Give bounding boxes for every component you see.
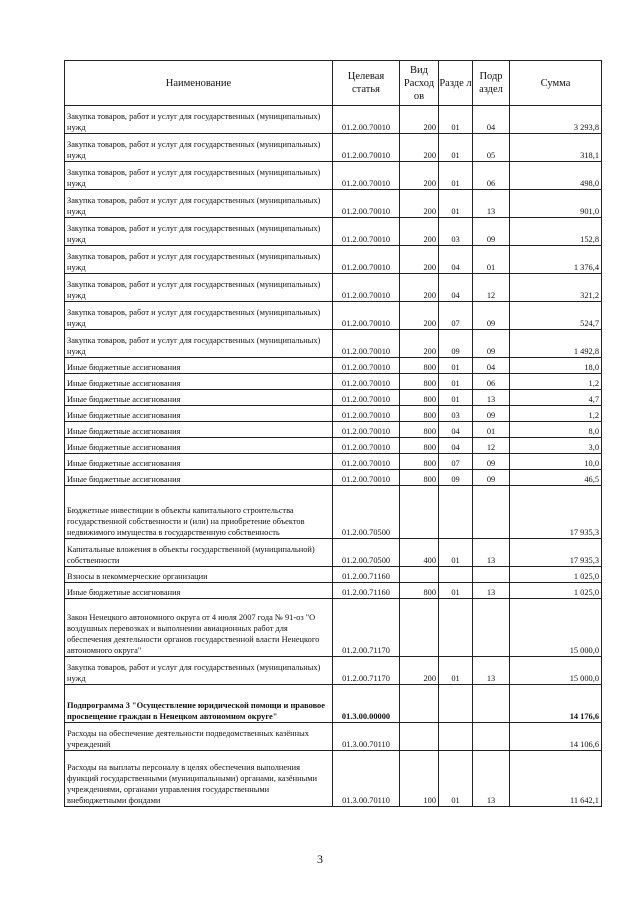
cell-expense-kind: 200 (400, 657, 439, 685)
cell-sum: 17 935,3 (510, 486, 602, 539)
cell-section (439, 599, 473, 657)
cell-section: 01 (439, 162, 473, 190)
cell-subsection (473, 599, 510, 657)
cell-expense-kind: 400 (400, 539, 439, 567)
cell-target-article: 01.2.00.70010 (333, 454, 400, 470)
cell-subsection: 06 (473, 162, 510, 190)
cell-name: Бюджетные инвестиции в объекты капитального строительства государственной собственности и (или) на приобретение объектов недвижимого имущества в государственную собственность (65, 486, 333, 539)
cell-subsection: 01 (473, 246, 510, 274)
cell-expense-kind: 200 (400, 134, 439, 162)
cell-name: Капитальные вложения в объекты государственной (муниципальной) собственности (65, 539, 333, 567)
cell-section: 09 (439, 330, 473, 358)
cell-sum: 152,8 (510, 218, 602, 246)
cell-section (439, 567, 473, 583)
cell-subsection: 01 (473, 422, 510, 438)
cell-subsection: 13 (473, 190, 510, 218)
cell-expense-kind: 100 (400, 751, 439, 807)
cell-sum: 4,7 (510, 390, 602, 406)
cell-sum: 318,1 (510, 134, 602, 162)
cell-sum: 3,0 (510, 438, 602, 454)
cell-subsection: 12 (473, 438, 510, 454)
cell-target-article: 01.2.00.70010 (333, 274, 400, 302)
table-row (65, 358, 602, 374)
cell-name: Иные бюджетные ассигнования (65, 374, 333, 390)
cell-sum: 14 106,6 (510, 723, 602, 751)
table-row (65, 470, 602, 486)
cell-subsection: 09 (473, 406, 510, 422)
cell-section: 01 (439, 106, 473, 134)
cell-target-article: 01.2.00.70010 (333, 374, 400, 390)
cell-expense-kind: 200 (400, 330, 439, 358)
cell-sum: 18,0 (510, 358, 602, 374)
cell-subsection: 09 (473, 330, 510, 358)
cell-sum: 3 293,8 (510, 106, 602, 134)
cell-name: Иные бюджетные ассигнования (65, 583, 333, 599)
cell-target-article: 01.2.00.71170 (333, 657, 400, 685)
table-row (65, 406, 602, 422)
cell-name: Закупка товаров, работ и услуг для государственных (муниципальных) нужд (65, 330, 333, 358)
table-row (65, 246, 602, 274)
cell-expense-kind (400, 685, 439, 723)
cell-subsection: 13 (473, 751, 510, 807)
cell-section: 01 (439, 374, 473, 390)
cell-expense-kind: 200 (400, 218, 439, 246)
cell-expense-kind: 800 (400, 390, 439, 406)
cell-section (439, 685, 473, 723)
cell-section: 09 (439, 470, 473, 486)
cell-target-article: 01.2.00.70010 (333, 246, 400, 274)
cell-name: Иные бюджетные ассигнования (65, 438, 333, 454)
cell-expense-kind: 800 (400, 583, 439, 599)
cell-sum: 1 376,4 (510, 246, 602, 274)
cell-sum: 17 935,3 (510, 539, 602, 567)
cell-sum: 14 176,6 (510, 685, 602, 723)
cell-subsection: 13 (473, 657, 510, 685)
cell-subsection: 13 (473, 390, 510, 406)
budget-table (64, 60, 602, 807)
header-target-article: Целевая статья (333, 61, 400, 106)
cell-subsection: 06 (473, 374, 510, 390)
cell-target-article: 01.2.00.70010 (333, 190, 400, 218)
cell-target-article: 01.2.00.70010 (333, 406, 400, 422)
cell-subsection (473, 567, 510, 583)
cell-name: Иные бюджетные ассигнования (65, 390, 333, 406)
cell-sum: 15 000,0 (510, 599, 602, 657)
header-section: Разде л (439, 61, 473, 106)
cell-subsection: 05 (473, 134, 510, 162)
cell-name: Иные бюджетные ассигнования (65, 422, 333, 438)
cell-target-article: 01.2.00.70500 (333, 486, 400, 539)
cell-section (439, 723, 473, 751)
cell-expense-kind: 800 (400, 470, 439, 486)
cell-sum: 1,2 (510, 374, 602, 390)
cell-sum: 15 000,0 (510, 657, 602, 685)
cell-section: 03 (439, 406, 473, 422)
cell-target-article: 01.2.00.70010 (333, 330, 400, 358)
table-row (65, 374, 602, 390)
cell-subsection: 12 (473, 274, 510, 302)
cell-expense-kind: 200 (400, 106, 439, 134)
cell-sum: 524,7 (510, 302, 602, 330)
cell-name: Закупка товаров, работ и услуг для государственных (муниципальных) нужд (65, 218, 333, 246)
cell-section: 04 (439, 438, 473, 454)
cell-subsection: 09 (473, 470, 510, 486)
cell-name: Взносы в некоммерческие организации (65, 567, 333, 583)
table-row (65, 190, 602, 218)
cell-target-article: 01.3.00.70110 (333, 751, 400, 807)
cell-expense-kind: 200 (400, 162, 439, 190)
cell-section: 01 (439, 657, 473, 685)
table-row (65, 438, 602, 454)
cell-expense-kind: 800 (400, 374, 439, 390)
cell-name: Закупка товаров, работ и услуг для государственных (муниципальных) нужд (65, 246, 333, 274)
table-row (65, 218, 602, 246)
cell-section: 04 (439, 246, 473, 274)
cell-name: Закупка товаров, работ и услуг для государственных (муниципальных) нужд (65, 302, 333, 330)
header-expense-kind: Вид Расход ов (400, 61, 439, 106)
cell-sum: 901,0 (510, 190, 602, 218)
cell-sum: 1 492,8 (510, 330, 602, 358)
page-number: 3 (317, 852, 323, 866)
cell-section: 01 (439, 134, 473, 162)
cell-target-article: 01.2.00.70010 (333, 162, 400, 190)
table-row (65, 390, 602, 406)
table-row (65, 486, 602, 539)
cell-expense-kind: 200 (400, 274, 439, 302)
cell-sum: 1 025,0 (510, 567, 602, 583)
table-row (65, 657, 602, 685)
header-sum: Сумма (510, 61, 602, 106)
cell-expense-kind: 200 (400, 246, 439, 274)
cell-target-article: 01.2.00.71160 (333, 567, 400, 583)
cell-target-article: 01.2.00.70010 (333, 218, 400, 246)
table-row (65, 106, 602, 134)
cell-sum: 1 025,0 (510, 583, 602, 599)
cell-section: 04 (439, 422, 473, 438)
cell-name: Закупка товаров, работ и услуг для государственных (муниципальных) нужд (65, 190, 333, 218)
table-row (65, 539, 602, 567)
table-row (65, 723, 602, 751)
cell-subsection: 04 (473, 106, 510, 134)
cell-target-article: 01.3.00.00000 (333, 685, 400, 723)
cell-name: Расходы на выплаты персоналу в целях обеспечения выполнения функций государственными (муниципальными) органами, казёнными учреждениями, органами управления государственными внебюджетными фондами (65, 751, 333, 807)
cell-subsection: 09 (473, 454, 510, 470)
cell-subsection: 09 (473, 218, 510, 246)
cell-name: Закупка товаров, работ и услуг для государственных (муниципальных) нужд (65, 162, 333, 190)
cell-expense-kind: 200 (400, 190, 439, 218)
cell-target-article: 01.2.00.70010 (333, 302, 400, 330)
cell-section: 01 (439, 358, 473, 374)
cell-sum: 46,5 (510, 470, 602, 486)
header-name: Наименование (65, 61, 333, 106)
cell-expense-kind: 200 (400, 302, 439, 330)
cell-expense-kind: 800 (400, 406, 439, 422)
cell-target-article: 01.2.00.70010 (333, 390, 400, 406)
cell-subsection: 13 (473, 539, 510, 567)
cell-section: 03 (439, 218, 473, 246)
cell-sum: 8,0 (510, 422, 602, 438)
table-row (65, 330, 602, 358)
cell-name: Иные бюджетные ассигнования (65, 406, 333, 422)
cell-expense-kind: 800 (400, 454, 439, 470)
cell-sum: 1,2 (510, 406, 602, 422)
cell-name: Иные бюджетные ассигнования (65, 358, 333, 374)
cell-section: 01 (439, 190, 473, 218)
cell-expense-kind (400, 486, 439, 539)
cell-expense-kind (400, 599, 439, 657)
cell-target-article: 01.2.00.70500 (333, 539, 400, 567)
cell-target-article: 01.2.00.70010 (333, 106, 400, 134)
table-row (65, 422, 602, 438)
table-row (65, 583, 602, 599)
table-header-row (65, 61, 602, 106)
table-row (65, 274, 602, 302)
cell-target-article: 01.2.00.70010 (333, 470, 400, 486)
cell-subsection (473, 723, 510, 751)
cell-section: 04 (439, 274, 473, 302)
cell-name: Иные бюджетные ассигнования (65, 470, 333, 486)
table-row (65, 162, 602, 190)
cell-expense-kind: 800 (400, 422, 439, 438)
cell-sum: 10,0 (510, 454, 602, 470)
cell-section: 07 (439, 454, 473, 470)
header-subsection: Подр аздел (473, 61, 510, 106)
cell-sum: 321,2 (510, 274, 602, 302)
cell-name: Закупка товаров, работ и услуг для государственных (муниципальных) нужд (65, 134, 333, 162)
table-row (65, 134, 602, 162)
cell-section: 07 (439, 302, 473, 330)
cell-section: 01 (439, 583, 473, 599)
cell-expense-kind (400, 723, 439, 751)
cell-subsection (473, 486, 510, 539)
cell-name: Закупка товаров, работ и услуг для государственных (муниципальных) нужд (65, 274, 333, 302)
table-body (65, 106, 602, 807)
cell-section: 01 (439, 751, 473, 807)
table-row (65, 567, 602, 583)
cell-expense-kind: 800 (400, 358, 439, 374)
cell-name: Закупка товаров, работ и услуг для государственных (муниципальных) нужд (65, 657, 333, 685)
cell-target-article: 01.2.00.70010 (333, 422, 400, 438)
cell-target-article: 01.2.00.70010 (333, 438, 400, 454)
cell-target-article: 01.3.00.70110 (333, 723, 400, 751)
table-row (65, 454, 602, 470)
cell-section: 01 (439, 539, 473, 567)
table-row (65, 685, 602, 723)
table-row (65, 302, 602, 330)
cell-target-article: 01.2.00.71160 (333, 583, 400, 599)
cell-expense-kind (400, 567, 439, 583)
cell-expense-kind: 800 (400, 438, 439, 454)
cell-subsection: 13 (473, 583, 510, 599)
cell-target-article: 01.2.00.70010 (333, 134, 400, 162)
cell-subsection: 04 (473, 358, 510, 374)
cell-section: 01 (439, 390, 473, 406)
cell-name: Расходы на обеспечение деятельности подведомственных казённых учреждений (65, 723, 333, 751)
cell-target-article: 01.2.00.71170 (333, 599, 400, 657)
table-row (65, 751, 602, 807)
cell-target-article: 01.2.00.70010 (333, 358, 400, 374)
cell-sum: 11 642,1 (510, 751, 602, 807)
cell-section (439, 486, 473, 539)
cell-name: Закупка товаров, работ и услуг для государственных (муниципальных) нужд (65, 106, 333, 134)
cell-name: Иные бюджетные ассигнования (65, 454, 333, 470)
cell-sum: 498,0 (510, 162, 602, 190)
cell-subsection: 09 (473, 302, 510, 330)
table-row (65, 599, 602, 657)
cell-subsection (473, 685, 510, 723)
cell-name: Подпрограмма 3 "Осуществление юридической помощи и правовое просвещение граждан в Ненецком автономном округе" (65, 685, 333, 723)
cell-name: Закон Ненецкого автономного округа от 4 июля 2007 года № 91-оз "О воздушных перевозках и выполнении авиационных работ для обеспечения деятельности органов государственной власти Ненецкого автономного округа" (65, 599, 333, 657)
